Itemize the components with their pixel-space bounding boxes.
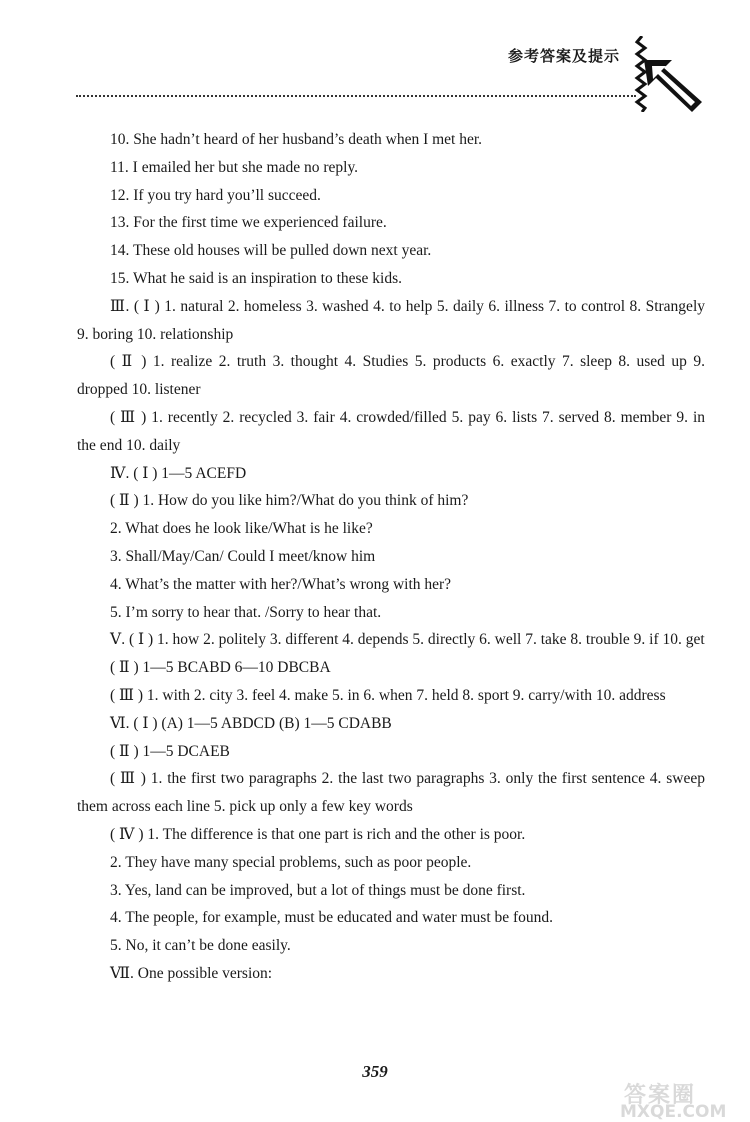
answer-line: ( Ⅲ ) 1. the first two paragraphs 2. the last two paragraphs 3. only the first sentence 4. sweep them across each line 5. pick up only a few key words <box>77 770 705 816</box>
answer-line: ( Ⅱ ) 1—5 BCABD 6—10 DBCBA <box>110 659 331 677</box>
answer-line: 13. For the first time we experienced failure. <box>110 214 387 232</box>
running-header-title: 参考答案及提示 <box>508 47 621 65</box>
answer-key-body <box>77 126 705 988</box>
answer-line: 4. What’s the matter with her?/What’s wrong with her? <box>110 575 452 593</box>
answer-line: ( Ⅲ ) 1. with 2. city 3. feel 4. make 5. in 6. when 7. held 8. sport 9. carry/with 10. address <box>110 686 666 704</box>
answer-line: Ⅲ. ( Ⅰ ) 1. natural 2. homeless 3. washed 4. to help 5. daily 6. illness 7. to control 8. Strangely 9. boring 10. relationship <box>77 297 705 343</box>
answer-line: 3. Yes, land can be improved, but a lot of things must be done first. <box>110 881 526 899</box>
answer-line: Ⅴ. ( Ⅰ ) 1. how 2. politely 3. different 4. depends 5. directly 6. well 7. take 8. trouble 9. if 10. get <box>110 631 705 649</box>
watermark-logo-text: 答案圈 <box>624 1083 697 1108</box>
header-dotted-rule <box>76 95 636 97</box>
answer-line: 10. She hadn’t heard of her husband’s death when I met her. <box>110 131 483 148</box>
answer-line: ( Ⅳ ) 1. The difference is that one part is rich and the other is poor. <box>110 825 526 843</box>
watermark-site-url: MXQE.COM <box>620 1102 727 1122</box>
answer-line: Ⅶ. One possible version: <box>110 964 273 982</box>
answer-line: ( Ⅱ ) 1. realize 2. truth 3. thought 4. Studies 5. products 6. exactly 7. sleep 8. used up 9. dropped 10. listener <box>77 353 705 399</box>
answer-line: 5. I’m sorry to hear that. /Sorry to hear that. <box>110 603 382 621</box>
answer-line: 15. What he said is an inspiration to these kids. <box>110 269 403 287</box>
answer-line: 2. They have many special problems, such as poor people. <box>110 853 472 871</box>
answer-line: 11. I emailed her but she made no reply. <box>110 158 359 176</box>
answer-line: Ⅵ. ( Ⅰ ) (A) 1—5 ABDCD (B) 1—5 CDABB <box>110 714 392 732</box>
answer-line: 2. What does he look like/What is he like? <box>110 520 373 538</box>
answer-line: 5. No, it can’t be done easily. <box>110 937 291 955</box>
answer-line: 4. The people, for example, must be educated and water must be found. <box>110 909 554 927</box>
arrow-up-left-icon <box>642 56 704 116</box>
answer-line: 12. If you try hard you’ll succeed. <box>110 186 321 204</box>
answer-line: ( Ⅱ ) 1—5 DCAEB <box>110 742 230 760</box>
answer-line: ( Ⅲ ) 1. recently 2. recycled 3. fair 4. crowded/filled 5. pay 6. lists 7. served 8. member 9. in the end 10. daily <box>77 408 705 454</box>
answer-line: ( Ⅱ ) 1. How do you like him?/What do you think of him? <box>110 492 469 510</box>
page-number: 359 <box>362 1062 388 1081</box>
site-watermark <box>590 1078 750 1120</box>
answer-line: Ⅳ. ( Ⅰ ) 1—5 ACEFD <box>110 464 247 482</box>
answer-line: 3. Shall/May/Can/ Could I meet/know him <box>110 547 376 565</box>
answer-line: 14. These old houses will be pulled down next year. <box>110 242 432 260</box>
